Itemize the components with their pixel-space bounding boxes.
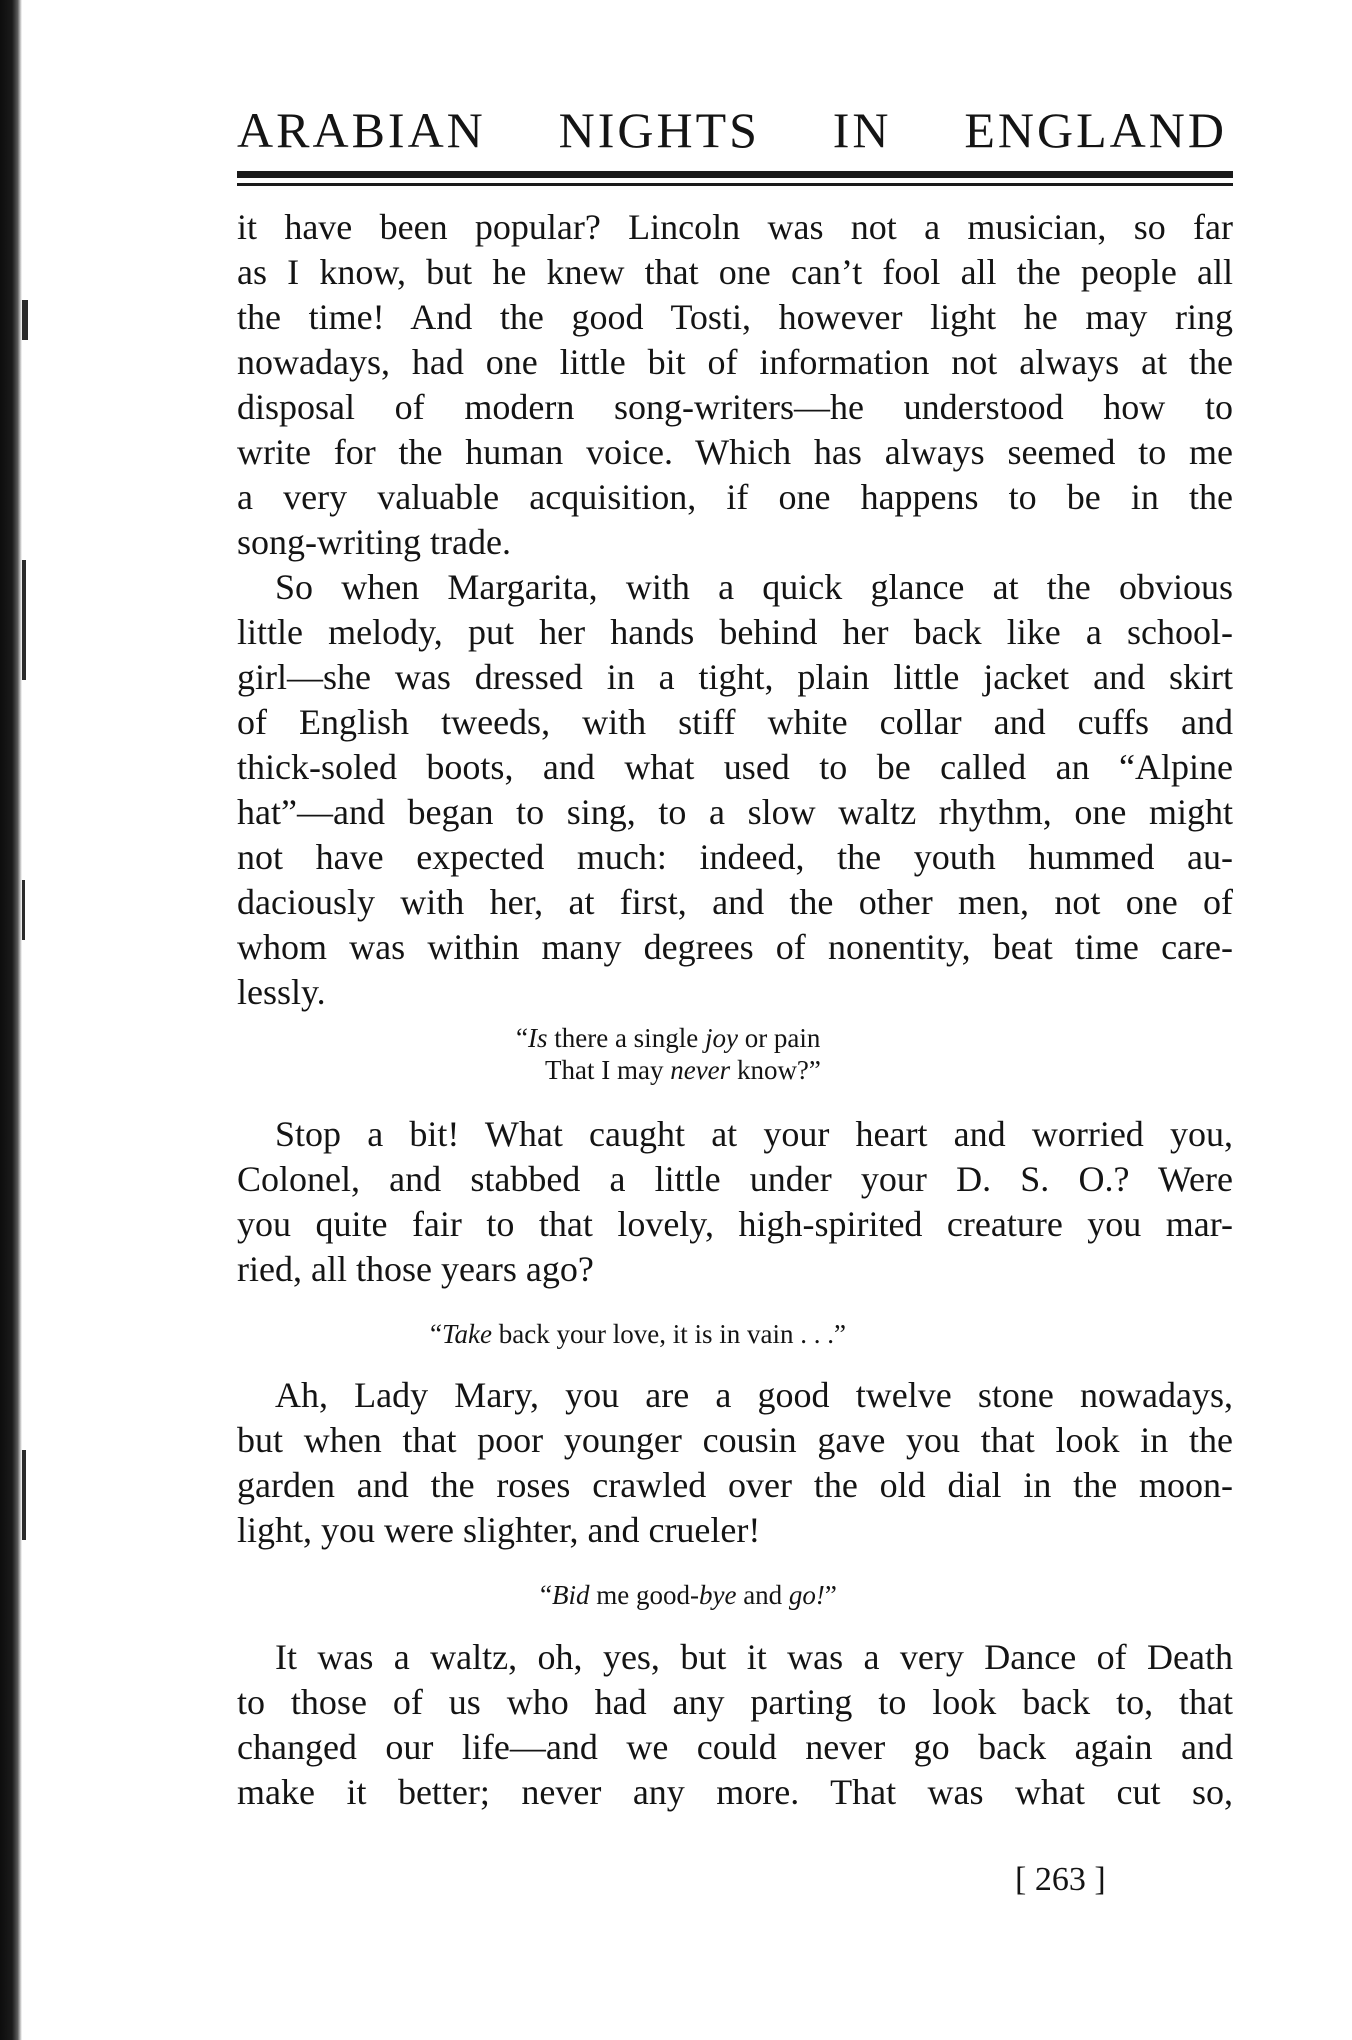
page-number: [ 263 ]	[1015, 1861, 1106, 1898]
body-line: write for the human voice. Which has always seemed to me	[237, 432, 1233, 472]
body-line: lessly.	[237, 972, 326, 1012]
body-line: Ah, Lady Mary, you are a good twelve stone nowadays,	[275, 1375, 1233, 1415]
body-line: to those of us who had any parting to look back to, that	[237, 1682, 1233, 1722]
body-line: Colonel, and stabbed a little under your D. S. O.? Were	[237, 1159, 1233, 1199]
body-line: girl—she was dressed in a tight, plain little jacket and skirt	[237, 657, 1233, 697]
body-line: light, you were slighter, and crueler!	[237, 1510, 761, 1550]
body-line: hat”—and began to sing, to a slow waltz rhythm, one might	[237, 792, 1233, 832]
body-line: It was a waltz, oh, yes, but it was a very Dance of Death	[275, 1637, 1233, 1677]
body-line: disposal of modern song-writers—he understood how to	[237, 387, 1233, 427]
body-line: not have expected much: indeed, the youth hummed au-	[237, 837, 1233, 877]
body-line: it have been popular? Lincoln was not a musician, so far	[237, 207, 1233, 247]
gutter-mark	[22, 1450, 26, 1540]
body-line: thick-soled boots, and what used to be called an “Alpine	[237, 747, 1233, 787]
body-line: but when that poor younger cousin gave you that look in the	[237, 1420, 1233, 1460]
body-line: song-writing trade.	[237, 522, 511, 562]
body-line: ried, all those years ago?	[237, 1249, 594, 1289]
gutter-mark	[22, 880, 25, 940]
body-line: make it better; never any more. That was what cut so,	[237, 1772, 1233, 1812]
body-line: garden and the roses crawled over the old dial in the moon-	[237, 1465, 1233, 1505]
body-line: a very valuable acquisition, if one happens to be in the	[237, 477, 1233, 517]
body-line: little melody, put her hands behind her back like a school-	[237, 612, 1233, 652]
body-line: changed our life—and we could never go back again and	[237, 1727, 1233, 1767]
body-line: whom was within many degrees of nonentity, beat time care-	[237, 927, 1233, 967]
header-rule-thick	[237, 171, 1233, 178]
binding-gutter	[0, 0, 22, 2040]
body-line: So when Margarita, with a quick glance at the obvious	[275, 567, 1233, 607]
body-line: as I know, but he knew that one can’t fool all the people all	[237, 252, 1233, 292]
gutter-mark	[22, 300, 28, 340]
verse-line: “Take back your love, it is in vain . . .”	[430, 1319, 846, 1349]
body-line: of English tweeds, with stiff white collar and cuffs and	[237, 702, 1233, 742]
running-head: ARABIAN NIGHTS IN ENGLAND	[237, 102, 1227, 158]
gutter-mark	[22, 560, 26, 680]
header-rule-thin	[237, 183, 1233, 186]
body-line: daciously with her, at first, and the other men, not one of	[237, 882, 1233, 922]
body-line: Stop a bit! What caught at your heart and worried you,	[275, 1114, 1233, 1154]
body-line: nowadays, had one little bit of information not always at the	[237, 342, 1233, 382]
body-line: the time! And the good Tosti, however light he may ring	[237, 297, 1233, 337]
verse-line: “Bid me good-bye and go!”	[540, 1580, 837, 1610]
body-line: you quite fair to that lovely, high-spirited creature you mar-	[237, 1204, 1233, 1244]
verse-line: That I may never know?”	[545, 1055, 821, 1085]
verse-line: “Is there a single joy or pain	[516, 1023, 821, 1053]
